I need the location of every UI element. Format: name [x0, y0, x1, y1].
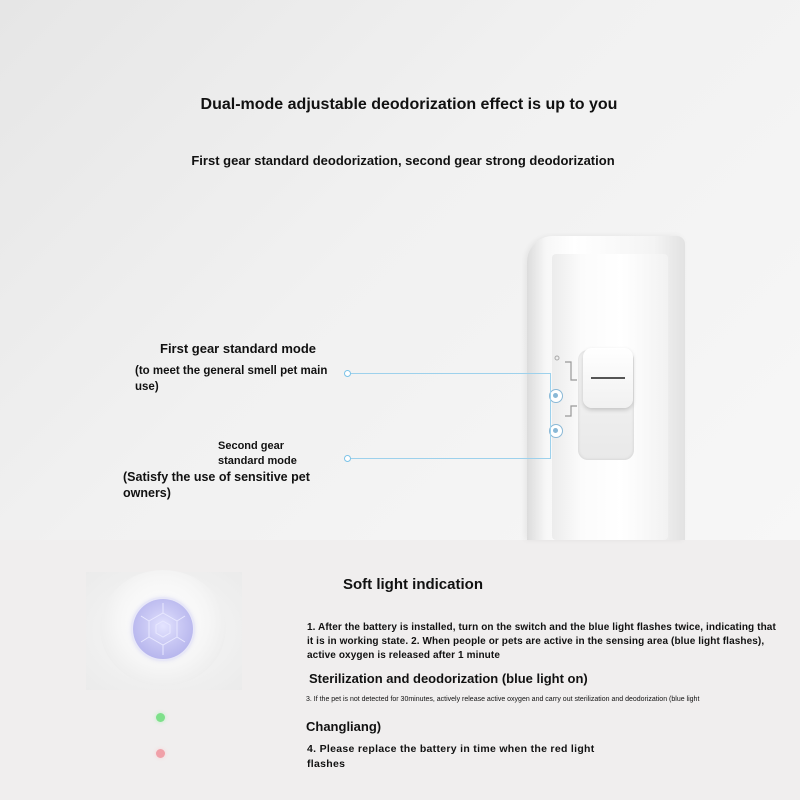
callout-line-two	[351, 458, 551, 459]
mode-one-description: (to meet the general smell pet main use)	[135, 365, 328, 393]
indication-paragraph-3: 3. If the pet is not detected for 30minutes, actively release active oxygen and carry out sterilization and deodorization (blue light	[306, 696, 700, 703]
page-title: Dual-mode adjustable deodorization effect is up to you	[200, 96, 618, 113]
indication-heading-2: Sterilization and deodorization (blue light on)	[309, 671, 588, 686]
callout-vertical-line	[550, 373, 551, 459]
indication-heading-3: Changliang)	[306, 719, 382, 734]
mode-two-heading: Second gear standard mode	[218, 440, 297, 467]
red-indicator-light	[156, 749, 165, 758]
callout-line-one	[351, 373, 551, 374]
indication-paragraph-1: 1. After the battery is installed, turn on the switch and the blue light flashes twice, indicating that it is in working state. 2. When people or pets are active in the sensing area (blue light flashes), active oxygen is released after 1 minute	[307, 622, 776, 661]
mode-two-description: (Satisfy the use of sensitive pet owners)	[123, 470, 310, 500]
callout-dot-two	[344, 455, 351, 462]
switch-knob-ridge	[591, 377, 625, 379]
callout-dot-one	[344, 370, 351, 377]
page-subtitle: First gear standard deodorization, second gear strong deodorization	[191, 153, 615, 168]
mode-one-heading: First gear standard mode	[160, 341, 317, 356]
pir-sensor-lens	[133, 599, 193, 659]
indication-paragraph-4: 4. Please replace the battery in time when the red light flashes	[307, 743, 595, 770]
switch-bracket-lines	[553, 354, 583, 444]
indication-title: Soft light indication	[343, 576, 483, 593]
green-indicator-light	[156, 713, 165, 722]
